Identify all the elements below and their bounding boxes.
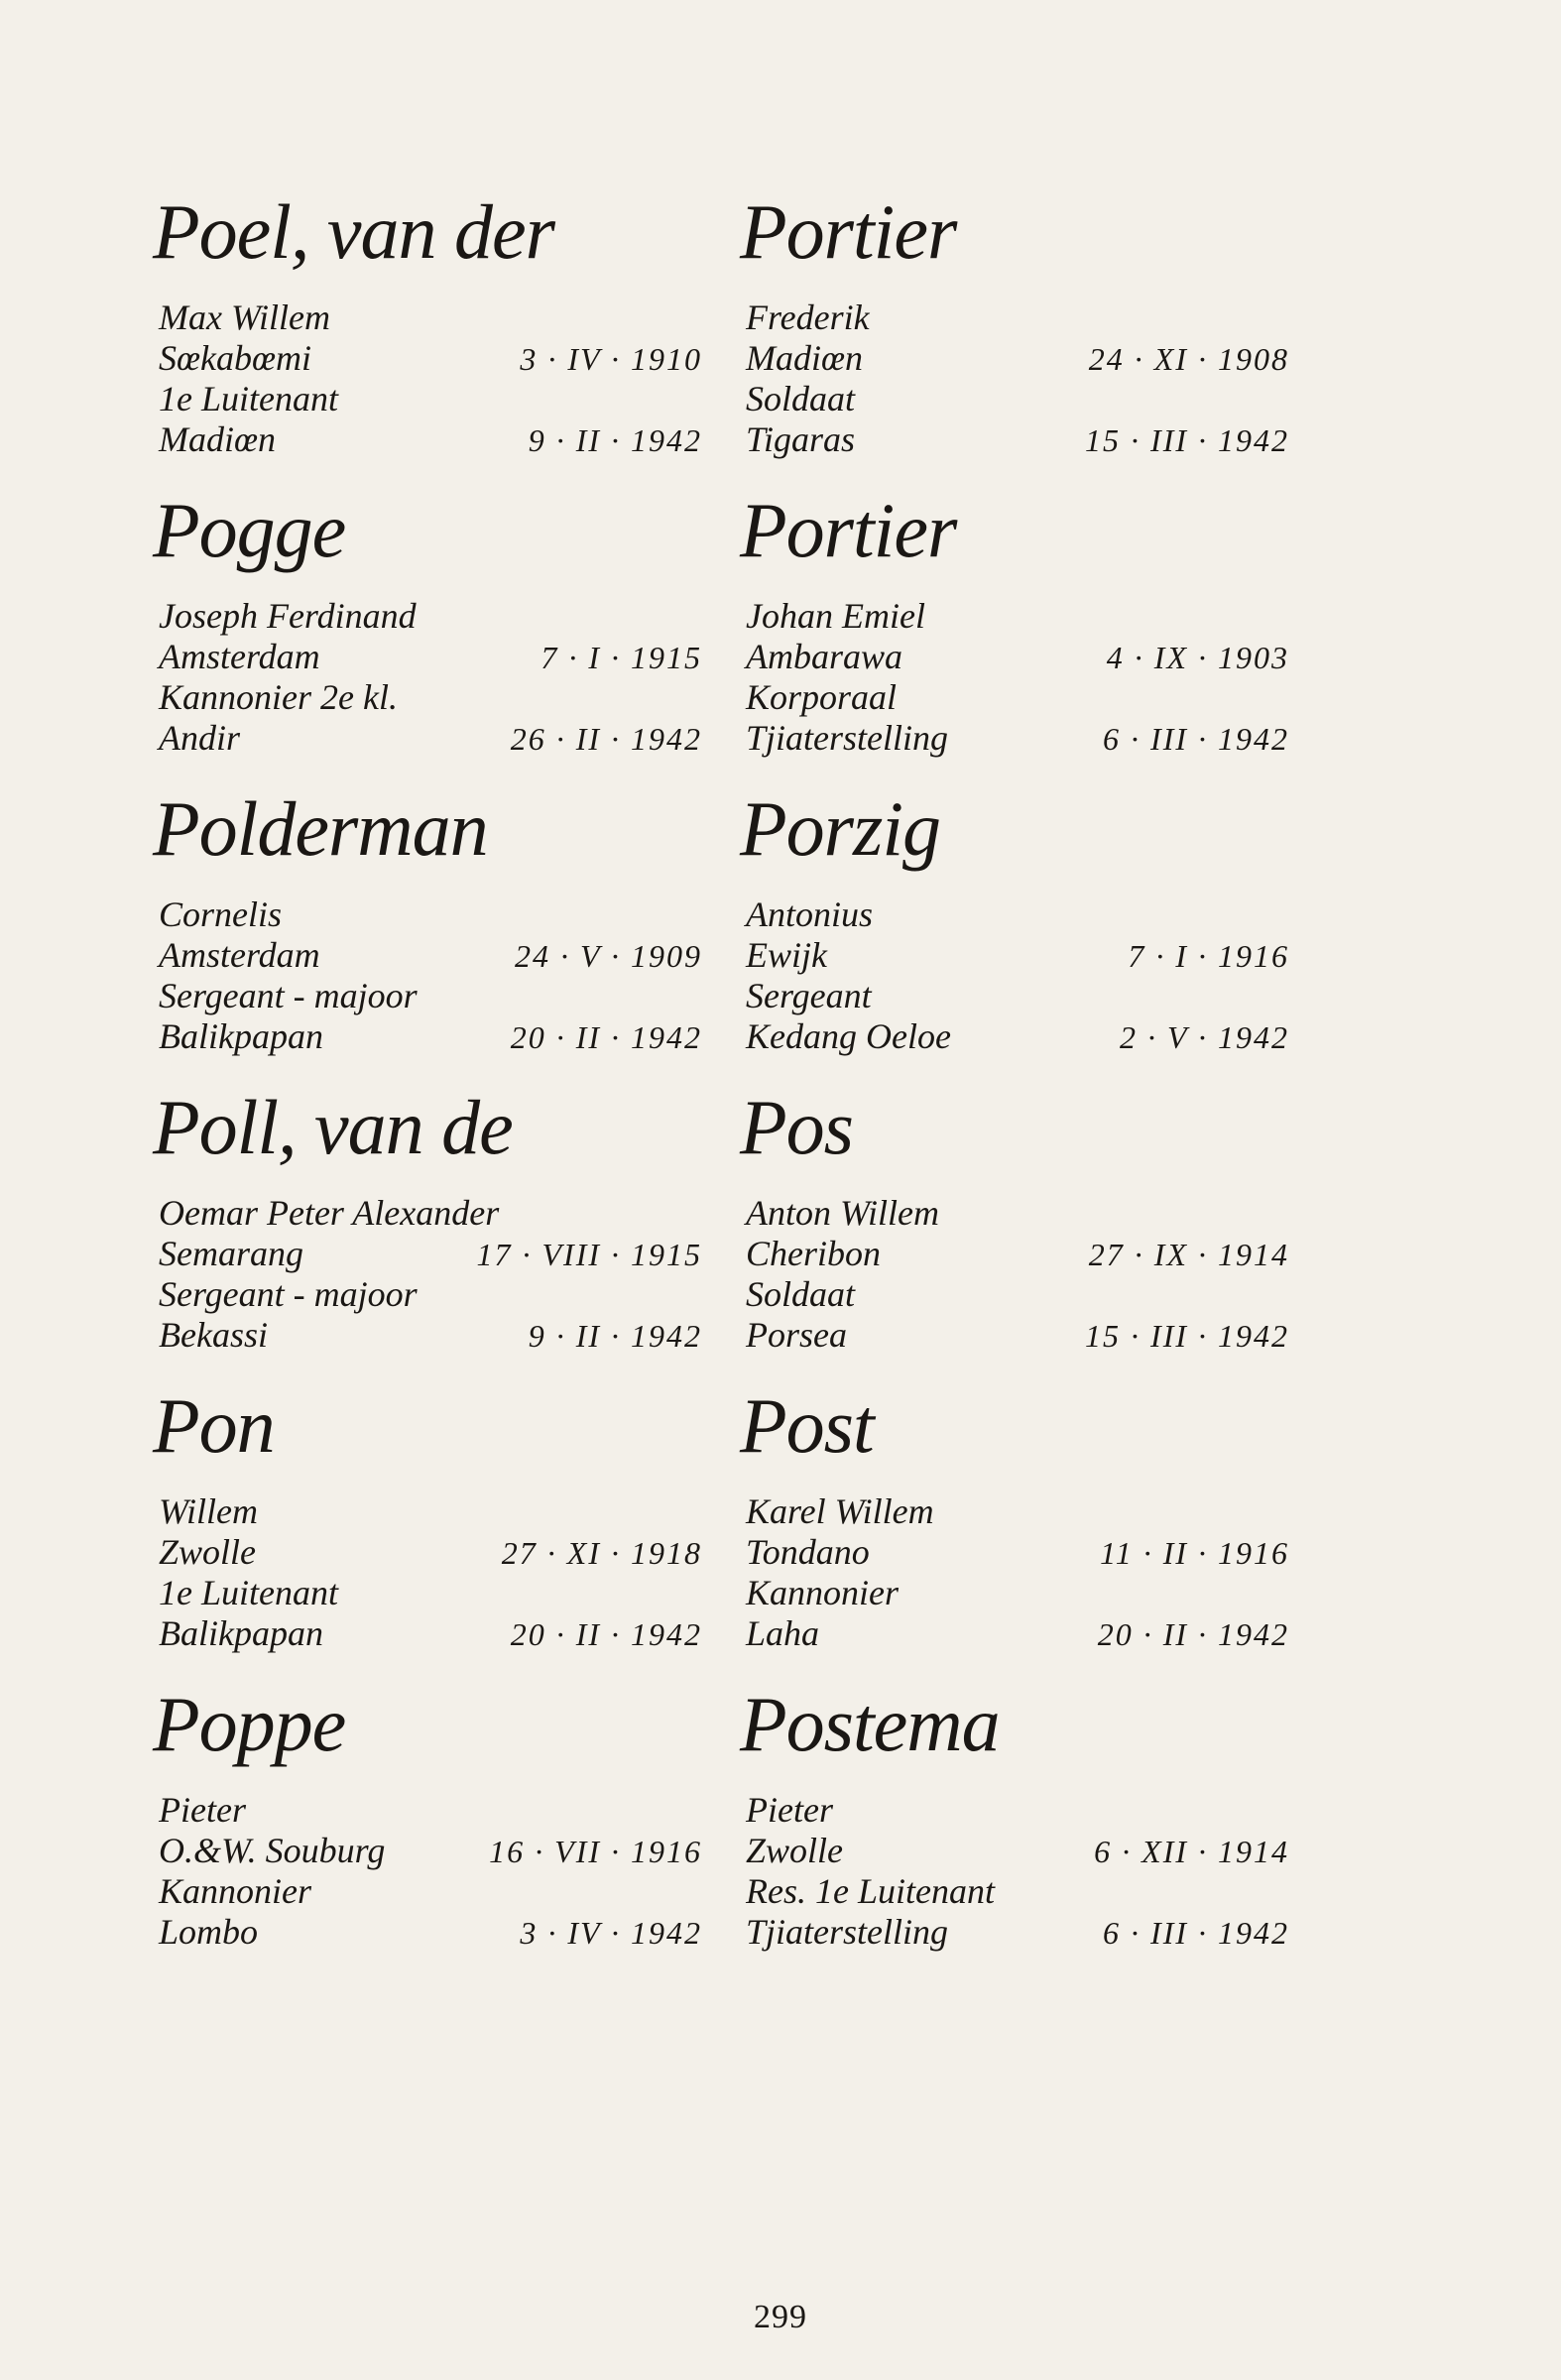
given-name: Pieter (746, 1790, 833, 1830)
deathdate: 20 · II · 1942 (510, 1019, 702, 1055)
rank: Sergeant (746, 976, 872, 1015)
death-line (159, 1613, 702, 1654)
birth-line (746, 338, 1289, 379)
deathdate: 2 · V · 1942 (1120, 1019, 1289, 1055)
deathdate: 15 · III · 1942 (1085, 1318, 1289, 1354)
given-name-line (159, 298, 702, 338)
deathdate: 26 · II · 1942 (510, 721, 702, 757)
birthplace: Amsterdam (159, 637, 320, 676)
rank: Sergeant - majoor (159, 976, 418, 1015)
birthplace: Semarang (159, 1234, 303, 1273)
deathdate: 20 · II · 1942 (1097, 1616, 1289, 1652)
rank: Sergeant - majoor (159, 1274, 418, 1314)
given-name: Pieter (159, 1790, 246, 1830)
birthplace: Madiœn (746, 338, 864, 378)
given-name-line (159, 1790, 702, 1831)
birthplace: Sœkabœmi (159, 338, 312, 378)
birth-line (746, 935, 1289, 976)
given-name: Antonius (746, 894, 874, 934)
memorial-entry (153, 183, 754, 482)
rank-line (159, 1274, 702, 1315)
deathplace: Balikpapan (159, 1016, 323, 1056)
given-name: Frederik (746, 298, 870, 337)
birthdate: 27 · IX · 1914 (1088, 1237, 1289, 1272)
birthplace: Tondano (746, 1532, 870, 1572)
rank-line (159, 677, 702, 718)
given-name-line (746, 298, 1289, 338)
given-name-line (746, 894, 1289, 935)
page-number: 299 (754, 2299, 807, 2335)
death-line (746, 419, 1289, 460)
given-name: Max Willem (159, 298, 330, 337)
death-line (746, 718, 1289, 759)
birth-line (159, 1234, 702, 1274)
given-name: Anton Willem (746, 1193, 939, 1233)
birth-line (159, 1831, 702, 1871)
surname: Pon (153, 1382, 275, 1469)
death-line (159, 1016, 702, 1057)
birth-line (746, 637, 1289, 677)
death-line (159, 1912, 702, 1953)
given-name-line (159, 1491, 702, 1532)
deathdate: 6 · III · 1942 (1103, 721, 1289, 757)
memorial-entry (740, 1079, 1341, 1377)
birthplace: Ewijk (746, 935, 827, 975)
rank: Kannonier (746, 1573, 900, 1612)
given-name-line (746, 1193, 1289, 1234)
deathdate: 9 · II · 1942 (528, 422, 702, 458)
deathplace: Tjiaterstelling (746, 1912, 949, 1952)
rank-line (159, 976, 702, 1016)
rank: 1e Luitenant (159, 379, 338, 418)
rank: Korporaal (746, 677, 898, 717)
death-line (746, 1613, 1289, 1654)
deathdate: 20 · II · 1942 (510, 1616, 702, 1652)
given-name: Karel Willem (746, 1491, 934, 1531)
deathdate: 15 · III · 1942 (1085, 422, 1289, 458)
rank-line (746, 677, 1289, 718)
memorial-entry (740, 1377, 1341, 1676)
birthplace: O.&W. Souburg (159, 1831, 386, 1870)
death-line (159, 419, 702, 460)
surname: Post (740, 1382, 874, 1469)
surname: Pos (740, 1084, 853, 1170)
rank-line (746, 976, 1289, 1016)
surname: Poppe (153, 1681, 346, 1767)
birthdate: 16 · VII · 1916 (489, 1834, 702, 1869)
surname: Porzig (740, 785, 941, 872)
birthdate: 11 · II · 1916 (1100, 1535, 1289, 1571)
deathplace: Andir (159, 718, 241, 758)
given-name: Oemar Peter Alexander (159, 1193, 500, 1233)
birth-line (746, 1532, 1289, 1573)
birthdate: 24 · XI · 1908 (1088, 341, 1289, 377)
memorial-entry (153, 1079, 754, 1377)
birthplace: Zwolle (159, 1532, 257, 1572)
deathdate: 3 · IV · 1942 (520, 1915, 702, 1951)
surname: Portier (740, 487, 957, 573)
memorial-entry (153, 780, 754, 1079)
rank-line (746, 1871, 1289, 1912)
given-name-line (159, 596, 702, 637)
right-column (740, 183, 1341, 1974)
deathplace: Kedang Oeloe (746, 1016, 951, 1056)
memorial-entry (740, 780, 1341, 1079)
death-line (746, 1315, 1289, 1356)
rank: Res. 1e Luitenant (746, 1871, 995, 1911)
deathplace: Madiœn (159, 419, 277, 459)
memorial-entry (153, 1676, 754, 1974)
given-name: Johan Emiel (746, 596, 925, 636)
given-name-line (159, 894, 702, 935)
rank-line (159, 379, 702, 419)
given-name-line (159, 1193, 702, 1234)
surname: Portier (740, 188, 957, 275)
birthdate: 7 · I · 1916 (1128, 938, 1289, 974)
left-column (153, 183, 754, 1974)
birth-line (746, 1234, 1289, 1274)
surname: Poel, van der (153, 188, 555, 275)
rank: Soldaat (746, 1274, 856, 1314)
birthdate: 4 · IX · 1903 (1106, 640, 1289, 675)
given-name-line (746, 1491, 1289, 1532)
death-line (746, 1912, 1289, 1953)
rank-line (746, 1573, 1289, 1613)
rank-line (746, 379, 1289, 419)
deathplace: Lombo (159, 1912, 259, 1952)
birthdate: 7 · I · 1915 (540, 640, 702, 675)
given-name-line (746, 1790, 1289, 1831)
memorial-entry (740, 482, 1341, 780)
birth-line (159, 1532, 702, 1573)
birthplace: Zwolle (746, 1831, 844, 1870)
birthdate: 27 · XI · 1918 (501, 1535, 702, 1571)
death-line (159, 1315, 702, 1356)
surname: Poll, van de (153, 1084, 513, 1170)
given-name: Cornelis (159, 894, 283, 934)
given-name-line (746, 596, 1289, 637)
birthdate: 17 · VIII · 1915 (476, 1237, 702, 1272)
birth-line (159, 935, 702, 976)
birthplace: Ambarawa (746, 637, 903, 676)
birthdate: 3 · IV · 1910 (520, 341, 702, 377)
birthdate: 6 · XII · 1914 (1094, 1834, 1289, 1869)
deathplace: Bekassi (159, 1315, 268, 1355)
memorial-entry (153, 1377, 754, 1676)
rank: 1e Luitenant (159, 1573, 338, 1612)
birthdate: 24 · V · 1909 (515, 938, 702, 974)
deathplace: Tjiaterstelling (746, 718, 949, 758)
rank-line (159, 1573, 702, 1613)
deathdate: 9 · II · 1942 (528, 1318, 702, 1354)
deathplace: Balikpapan (159, 1613, 323, 1653)
birth-line (746, 1831, 1289, 1871)
given-name: Joseph Ferdinand (159, 596, 417, 636)
surname: Polderman (153, 785, 488, 872)
surname: Postema (740, 1681, 1000, 1767)
birthplace: Amsterdam (159, 935, 320, 975)
deathplace: Laha (746, 1613, 820, 1653)
rank: Kannonier 2e kl. (159, 677, 398, 717)
death-line (159, 718, 702, 759)
memorial-entry (153, 482, 754, 780)
rank: Soldaat (746, 379, 856, 418)
birthplace: Cheribon (746, 1234, 882, 1273)
deathplace: Tigaras (746, 419, 856, 459)
rank-line (746, 1274, 1289, 1315)
surname: Pogge (153, 487, 346, 573)
death-line (746, 1016, 1289, 1057)
memorial-entry (740, 1676, 1341, 1974)
rank: Kannonier (159, 1871, 312, 1911)
birth-line (159, 637, 702, 677)
rank-line (159, 1871, 702, 1912)
deathdate: 6 · III · 1942 (1103, 1915, 1289, 1951)
birth-line (159, 338, 702, 379)
deathplace: Porsea (746, 1315, 847, 1355)
given-name: Willem (159, 1491, 258, 1531)
memorial-entry (740, 183, 1341, 482)
